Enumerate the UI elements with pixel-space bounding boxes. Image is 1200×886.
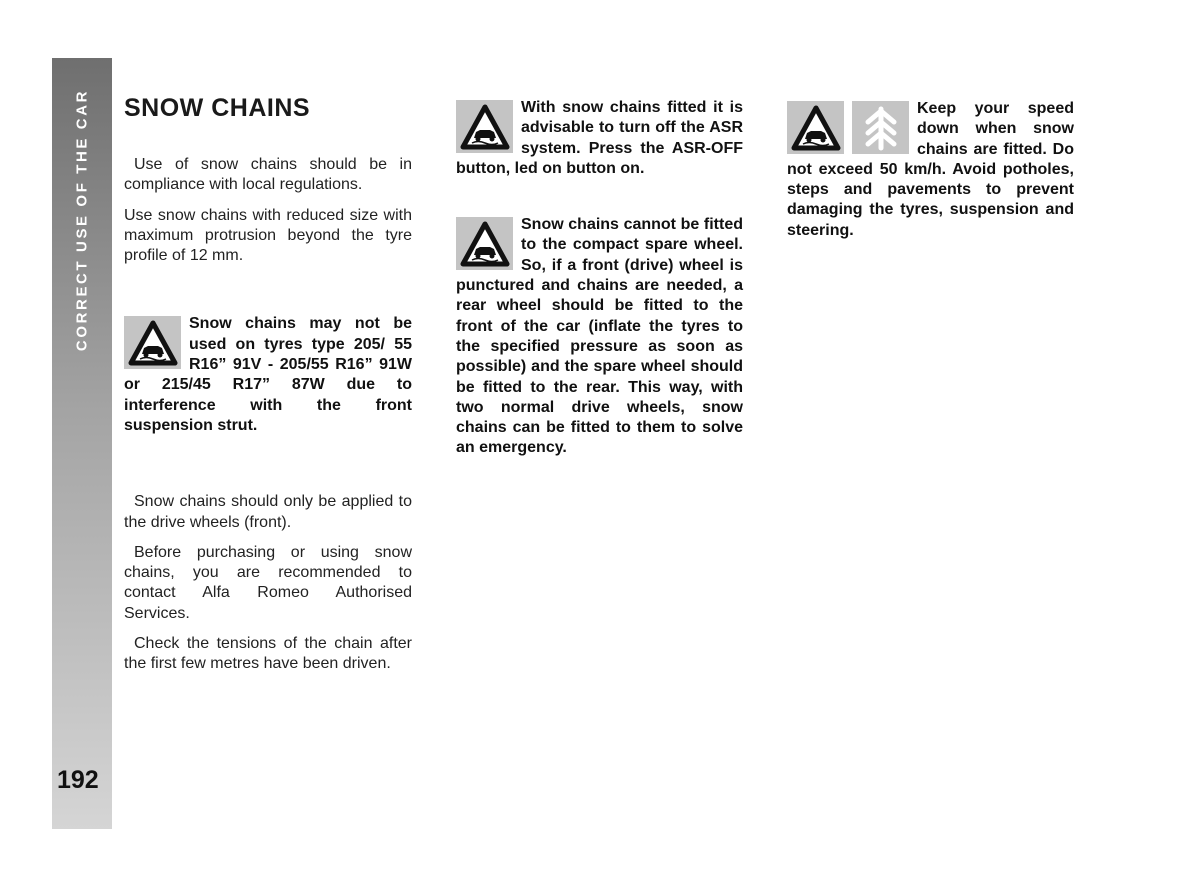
warning-tyre-types-text: Snow chains may not be used on tyres type 205/ 55 R16” 91V - 205/55 R16” 91W or 215/45 R17” 87W due to interference with the front suspension strut. — [124, 315, 412, 434]
paragraph-tension: Check the tensions of the chain after the first few metres have been driven. — [124, 635, 412, 673]
warning-spare-wheel-text: Snow chains cannot be fitted to the compact spare wheel. So, if a front (drive) wheel is punctured and chains are needed, a rear wheel should be fitted to the front of the car (inflate the tyres to the specified pressure as soon as possible) and the spare wheel should be fitted to the rear. This way, with two normal drive wheels, snow chains can be fitted to them to solve an emergency. — [456, 216, 743, 457]
ice-road-icon — [852, 101, 909, 154]
paragraph-size: Use snow chains with reduced size with maximum protrusion beyond the tyre profile of 12 mm. — [124, 206, 412, 265]
page-number: 192 — [57, 766, 99, 794]
warning-speed — [787, 99, 1074, 241]
paragraph-drive-wheels: Snow chains should only be applied to the drive wheels (front). — [124, 493, 412, 531]
column-2 — [456, 98, 743, 459]
warning-asr-text: With snow chains fitted it is advisable to turn off the ASR system. Press the ASR-OFF button, led on button on. — [456, 99, 743, 177]
warning-car-skid-icon — [456, 217, 513, 270]
paragraph-purchase: Before purchasing or using snow chains, you are recommended to contact Alfa Romeo Authorised Services. — [124, 543, 412, 622]
warning-asr — [456, 98, 743, 179]
warning-speed-text: Keep your speed down when snow chains are fitted. Do not exceed 50 km/h. Avoid potholes, steps and pavements to prevent damaging the tyres, suspension and steering. — [787, 100, 1074, 239]
warning-car-skid-icon — [124, 316, 181, 369]
page-title: SNOW CHAINS — [124, 94, 311, 122]
column-1 — [124, 155, 412, 685]
warning-icon-group — [787, 101, 909, 154]
paragraph-regulations: Use of snow chains should be in compliance with local regulations. — [124, 156, 412, 194]
warning-car-skid-icon — [456, 100, 513, 153]
warning-spare-wheel — [456, 215, 743, 459]
warning-tyre-types — [124, 314, 412, 436]
section-label: CORRECT USE OF THE CAR — [73, 88, 91, 352]
warning-car-skid-icon — [787, 101, 844, 154]
column-3 — [787, 99, 1074, 241]
